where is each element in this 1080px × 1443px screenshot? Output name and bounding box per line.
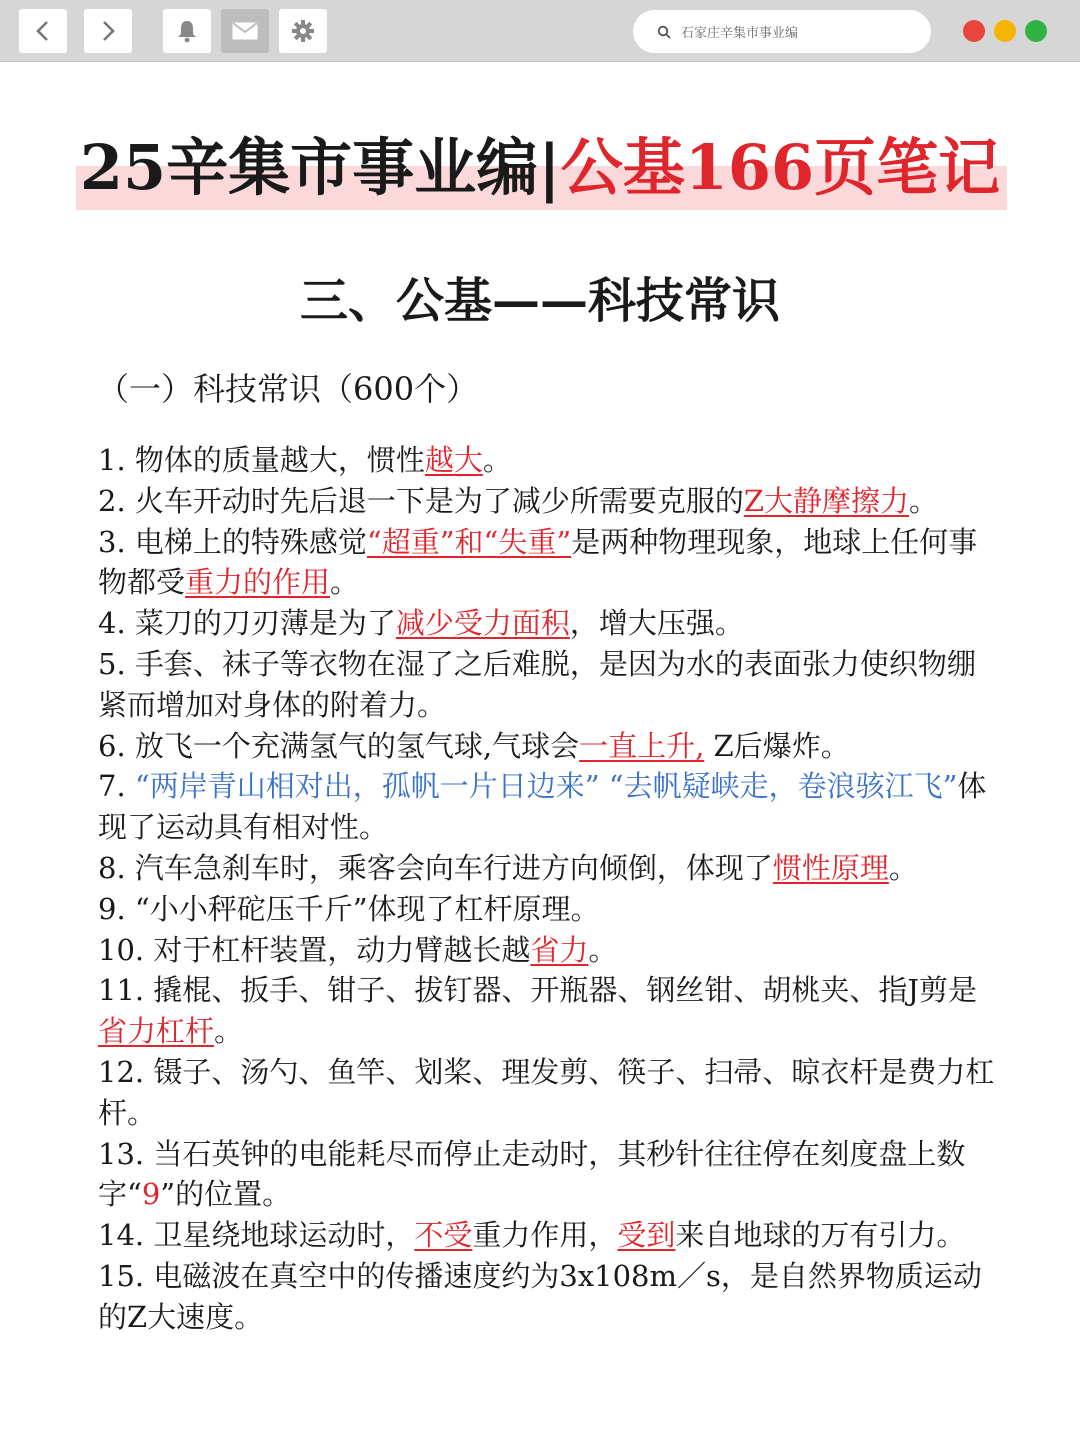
- item-text: 9. “小小秤砣压千斤”体现了杠杆原理。: [98, 891, 600, 926]
- list-item-11: [98, 970, 998, 1052]
- item-text: 8. 汽车急刹车时，乘客会向车行进方向倾倒，体现了: [98, 850, 773, 885]
- item-text: 。: [482, 443, 512, 477]
- list-item-9: [98, 889, 998, 930]
- title-part-black: 25辛集市事业编|: [79, 131, 561, 204]
- highlight-text: 省力杠杆: [98, 1014, 215, 1049]
- settings-button[interactable]: [279, 9, 327, 53]
- search-text: 石家庄辛集市事业编: [681, 26, 799, 41]
- item-text: 6. 放飞一个充满氢气的氢气球,气球会: [98, 728, 580, 763]
- mail-button[interactable]: [221, 9, 269, 53]
- item-text: 7.: [98, 769, 135, 804]
- item-text: 。: [888, 850, 918, 885]
- list-item-13: [98, 1134, 998, 1216]
- search-input[interactable]: [633, 10, 931, 53]
- highlight-text: 不受: [414, 1218, 473, 1253]
- subsection-title: （一）科技常识（600个）: [97, 370, 479, 408]
- notifications-button[interactable]: [163, 9, 211, 53]
- item-text: 。: [588, 932, 618, 967]
- list-item-5: [98, 644, 998, 726]
- chevron-left-icon: [33, 19, 53, 43]
- item-text: 重力作用，: [472, 1218, 618, 1253]
- item-text: 。: [214, 1014, 244, 1049]
- list-item-8: [98, 848, 998, 889]
- item-text: 2. 火车开动时先后退一下是为了减少所需要克服的: [98, 483, 744, 518]
- item-text: 是两种物理现象，地球上任何事物都受: [98, 524, 978, 600]
- maximize-window-dot[interactable]: [1025, 20, 1047, 42]
- item-text: 。: [909, 483, 939, 518]
- page-title: [0, 118, 1080, 207]
- item-text: 1. 物体的质量越大，惯性: [98, 443, 425, 477]
- highlight-text: 省力: [530, 932, 589, 967]
- item-text: 4. 菜刀的刀刃薄是为了: [98, 606, 396, 641]
- poem-quote: “去帆疑峡走，卷浪骇江飞”: [608, 769, 958, 804]
- list-item-3: [98, 522, 998, 604]
- highlight-text: 受到: [617, 1218, 676, 1253]
- item-text: 11. 撬棍、扳手、钳子、拔钉器、开瓶器、钢丝钳、胡桃夹、指J剪是: [98, 973, 977, 1008]
- highlight-text: “超重”和“失重”: [366, 524, 572, 559]
- highlight-text: 一直上升,: [579, 728, 705, 763]
- highlight-text: 重力的作用: [185, 565, 331, 600]
- browser-toolbar: [0, 0, 1080, 62]
- list-item-7: [98, 766, 998, 848]
- list-item-15: [98, 1256, 998, 1338]
- item-text: Z后爆炸。: [704, 728, 850, 763]
- chevron-right-icon: [98, 19, 118, 43]
- item-text: 体现了运动具有相对性。: [98, 769, 987, 845]
- list-item-10: [98, 930, 998, 971]
- item-text: 10. 对于杠杆装置，动力臂越长越: [98, 932, 531, 967]
- search-icon: [657, 25, 671, 39]
- item-text: ，增大压强。: [569, 606, 744, 641]
- section-title: 三、公基——科技常识: [299, 273, 780, 329]
- highlight-number: 9: [141, 1177, 161, 1212]
- bell-icon: [176, 19, 198, 43]
- back-button[interactable]: [19, 9, 67, 53]
- item-text: 5. 手套、袜子等衣物在湿了之后难脱，是因为水的表面张力使织物绷紧而增加对身体的附着力。: [98, 646, 976, 722]
- list-item-6: [98, 726, 998, 767]
- mail-icon: [232, 21, 258, 41]
- forward-button[interactable]: [84, 9, 132, 53]
- list-item-14: [98, 1215, 998, 1256]
- knowledge-list: [98, 440, 998, 1338]
- item-text: 3. 电梯上的特殊感觉: [98, 524, 367, 559]
- list-item-4: [98, 603, 998, 644]
- item-text: 来自地球的万有引力。: [675, 1218, 966, 1253]
- gear-icon: [291, 19, 315, 43]
- list-item-1: [98, 440, 998, 481]
- item-text: ”的位置。: [160, 1177, 292, 1212]
- list-item-12: [98, 1052, 998, 1134]
- item-text: 14. 卫星绕地球运动时，: [98, 1218, 415, 1253]
- highlight-text: 越大: [424, 443, 483, 477]
- item-text: 12. 镊子、汤勺、鱼竿、划桨、理发剪、筷子、扫帚、晾衣杆是费力杠杆。: [98, 1054, 995, 1130]
- minimize-window-dot[interactable]: [994, 20, 1016, 42]
- highlight-text: 惯性原理: [772, 850, 889, 885]
- highlight-text: 减少受力面积: [395, 606, 570, 641]
- list-item-2: [98, 481, 998, 522]
- close-window-dot[interactable]: [963, 20, 985, 42]
- item-text: [600, 769, 609, 803]
- item-text: 13. 当石英钟的电能耗尽而停止走动时，其秒针往往停在刻度盘上数字“: [98, 1136, 966, 1212]
- highlight-text: Z大静摩擦力: [743, 483, 910, 518]
- item-text: 。: [330, 565, 360, 600]
- item-text: 15. 电磁波在真空中的传播速度约为3x108m／s，是自然界物质运动的Z大速度。: [98, 1258, 982, 1334]
- title-part-red: 公基166页笔记: [560, 131, 1001, 204]
- poem-quote: “两岸青山相对出，孤帆一片日边来”: [134, 769, 600, 804]
